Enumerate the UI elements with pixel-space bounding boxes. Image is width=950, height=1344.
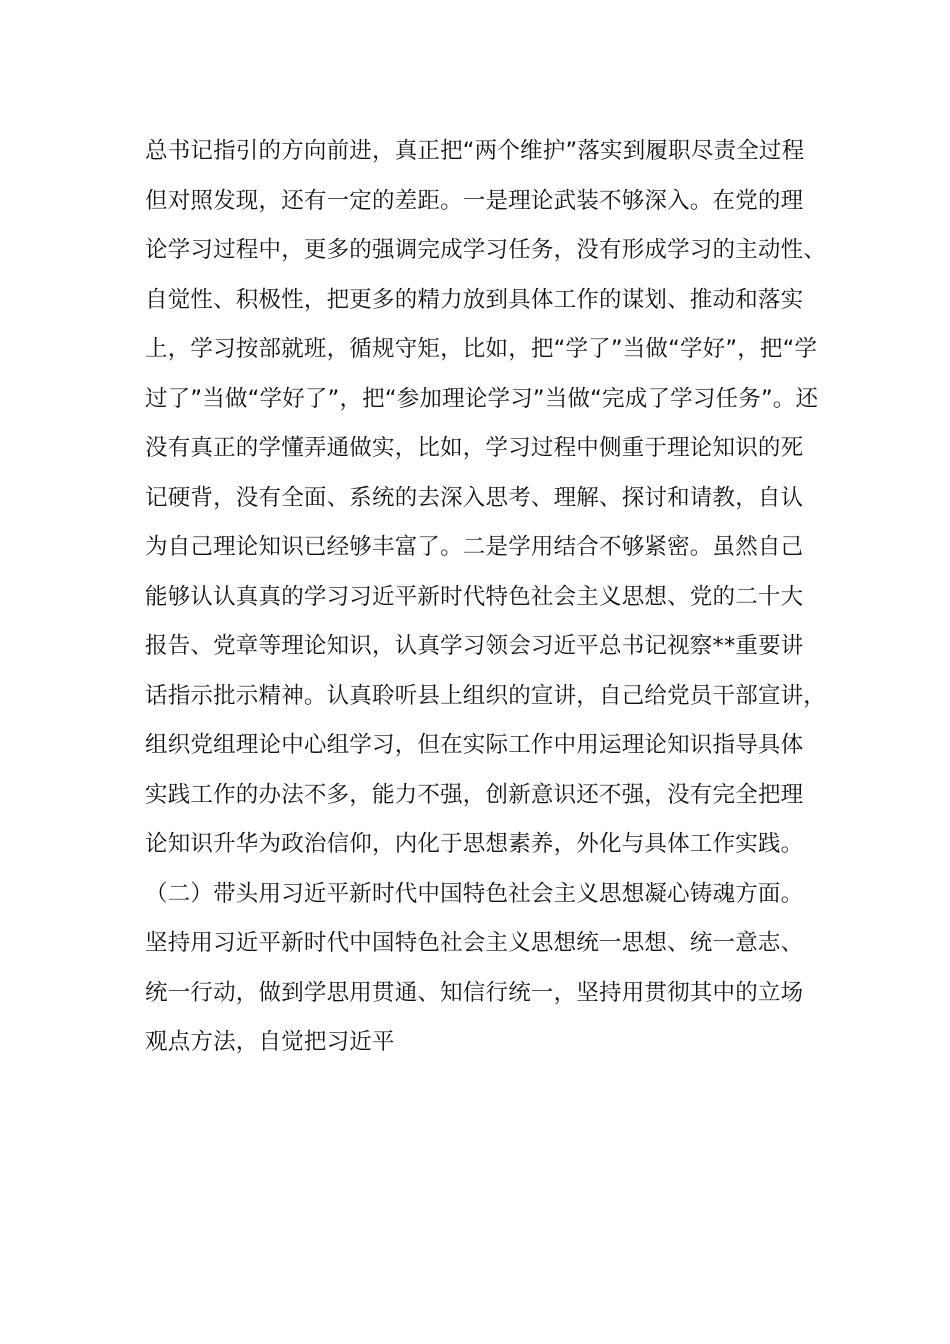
text-line: 观点方法，自觉把习近平 xyxy=(145,1029,395,1055)
text-line: 记硬背，没有全面、系统的去深入思考、理解、探讨和请教，自认 xyxy=(145,484,804,511)
text-line: 组织党组理论中心组学习，但在实际工作中用运理论知识指导具体 xyxy=(145,732,804,758)
text-line: 没有真正的学懂弄通做实，比如，学习过程中侧重于理论知识的死 xyxy=(145,435,804,461)
text-line: 论学习过程中，更多的强调完成学习任务，没有形成学习的主动性、 xyxy=(145,237,827,263)
text-line: 自觉性、积极性，把更多的精力放到具体工作的谋划、推动和落实 xyxy=(145,286,804,313)
text-line: 过了”当做“学好了”，把“参加理论学习”当做“完成了学习任务”。还 xyxy=(145,385,819,412)
text-line: 实践工作的办法不多，能力不强，创新意识还不强，没有完全把理 xyxy=(145,781,804,808)
text-line: 总书记指引的方向前进，真正把“两个维护”落实到履职尽责全过程 xyxy=(145,138,805,164)
text-line: 话指示批示精神。认真聆听县上组织的宣讲，自己给党员干部宣讲， xyxy=(145,682,827,709)
text-line: 统一行动，做到学思用贯通、知信行统一，坚持用贯彻其中的立场 xyxy=(145,979,804,1006)
text-line: 为自己理论知识已经够丰富了。二是学用结合不够紧密。虽然自己 xyxy=(145,534,804,560)
text-line: 报告、党章等理论知识，认真学习领会习近平总书记视察**重要讲 xyxy=(145,633,804,659)
body-text xyxy=(145,127,845,1068)
text-line: 上，学习按部就班，循规守矩，比如，把“学了”当做“学好”，把“学 xyxy=(145,336,818,362)
section-heading: （二）带头用习近平新时代中国特色社会主义思想凝心铸魂方面。 xyxy=(145,880,804,907)
text-line: 能够认认真真的学习习近平新时代特色社会主义思想、党的二十大 xyxy=(145,583,804,610)
text-line: 坚持用习近平新时代中国特色社会主义思想统一思想、统一意志、 xyxy=(145,930,804,956)
text-line: 但对照发现，还有一定的差距。一是理论武装不够深入。在党的理 xyxy=(145,187,804,214)
text-line: 论知识升华为政治信仰，内化于思想素养，外化与具体工作实践。 xyxy=(145,831,804,857)
